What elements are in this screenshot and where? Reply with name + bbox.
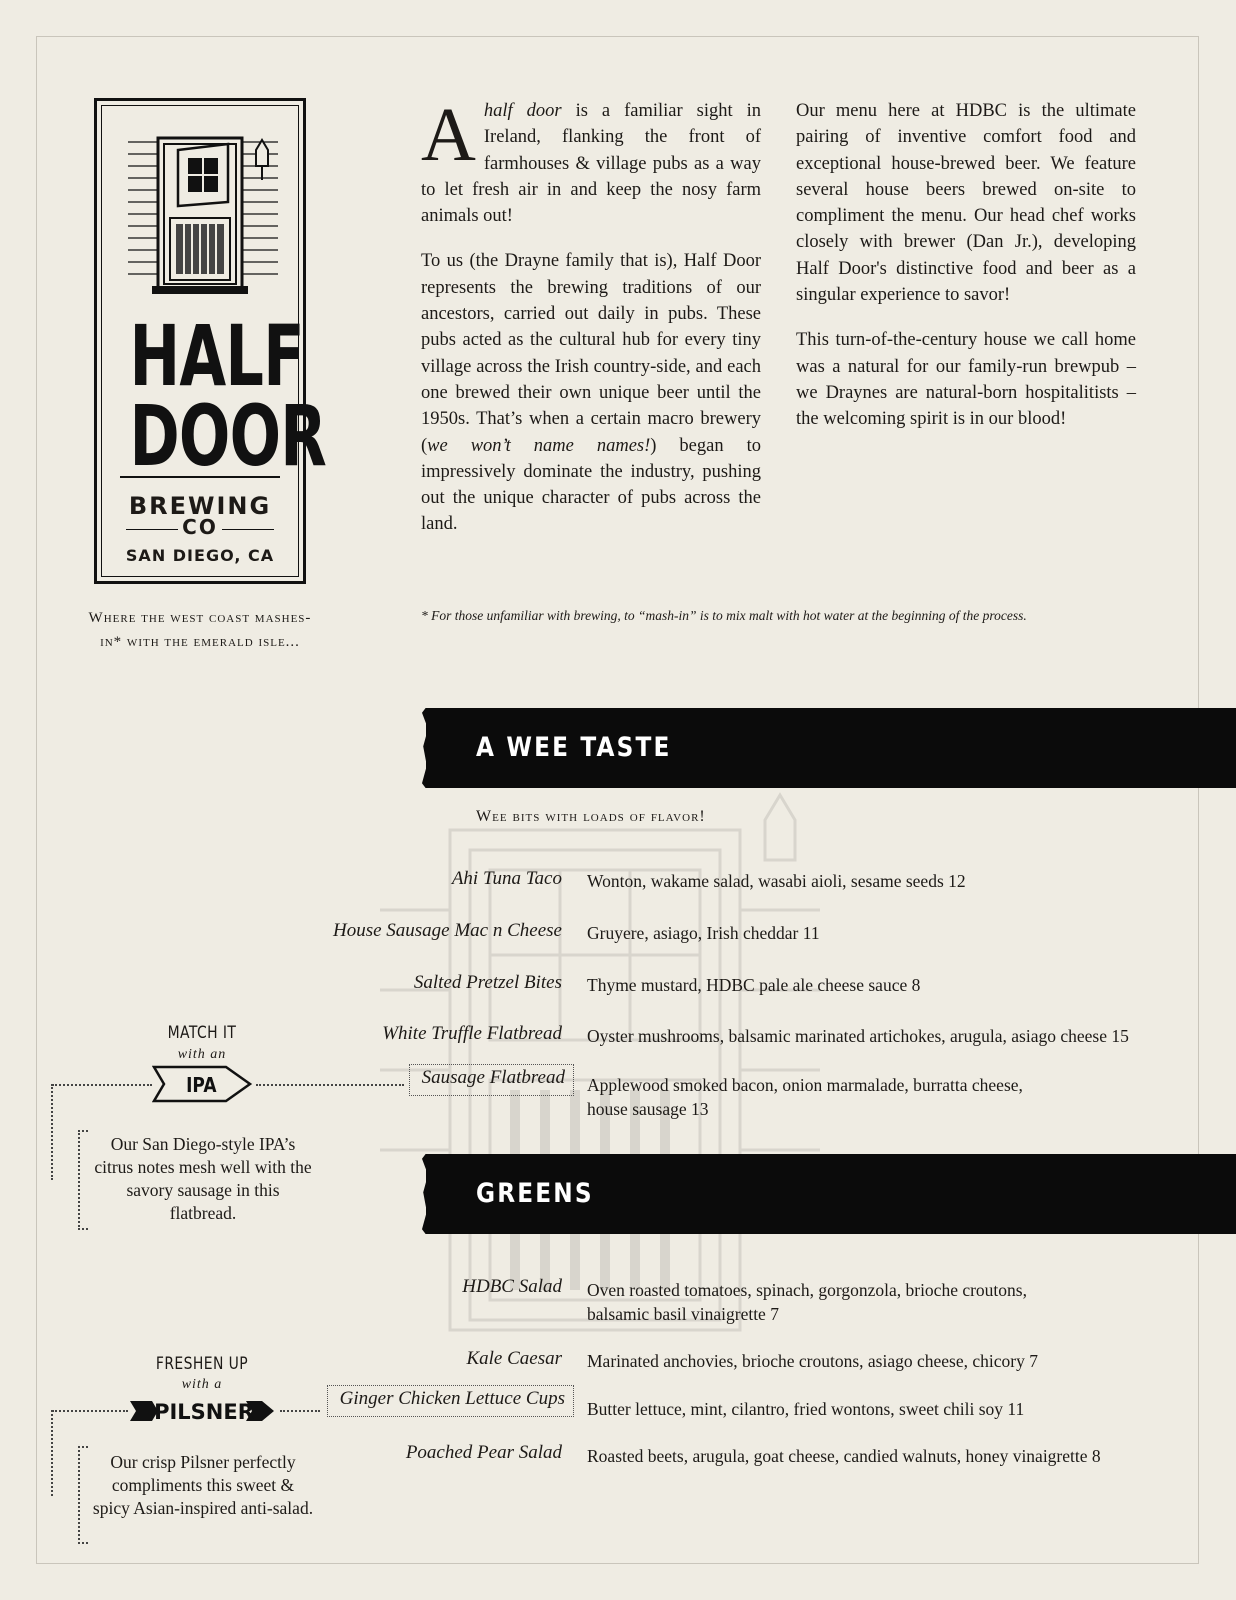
brand-logo: [94, 98, 327, 584]
logo-co-text: CO: [182, 515, 218, 539]
intro-paragraph-3: Our menu here at HDBC is the ultimate pairing of inventive comfort food and exceptional house-brewed beer. We feature several house beers brewed on-site to compliment the menu. Our head chef works closely with brewer (Dan Jr.), developing Half Door's distinctive food and beer as a singular experience to savor!: [796, 101, 1136, 306]
logo-half-text: HALF: [129, 307, 304, 405]
menu-item-description: Gruyere, asiago, Irish cheddar 11: [587, 923, 820, 943]
intro-italic-half-door: half door: [483, 101, 562, 121]
logo-co-rule-right: [222, 529, 274, 530]
logo-door-text: DOOR: [129, 387, 327, 485]
pairing-bracket: [78, 1130, 88, 1230]
menu-item-description: Marinated anchovies, brioche croutons, asiago cheese, chicory 7: [587, 1351, 1038, 1371]
logo-city-text: SAN DIEGO, CA: [125, 546, 275, 565]
ipa-arrow-icon: [152, 1064, 254, 1104]
section-header-greens: [426, 1154, 1236, 1234]
pairing-with-text: with a: [181, 1377, 223, 1392]
pairing-connector: [51, 1410, 53, 1496]
mash-in-footnote: * For those unfamiliar with brewing, to “mash-in” is to mix malt with hot water at the beginning of the process.: [421, 608, 1027, 623]
intro-p2-italic: we won’t name names!: [427, 435, 651, 456]
menu-item-name: House Sausage Mac n Cheese: [332, 920, 562, 941]
section-title: A WEE TASTE: [476, 732, 672, 763]
menu-item-name: Poached Pear Salad: [405, 1442, 562, 1463]
menu-item-name-highlighted: Sausage Flatbread: [409, 1064, 574, 1096]
intro-p1-text: is a familiar sight in Ireland, flanking the front of farmhouses & village pubs as a way to let fresh air in and keep the nosy farm animals out!: [421, 101, 761, 227]
intro-paragraph-4: This turn-of-the-century house we call home was a natural for our family-run brewpub – we Draynes are natural-born hospitalitists – the welcoming spirit is in our blood!: [796, 330, 1136, 430]
logo-brewing-text: BREWING: [128, 492, 272, 520]
intro-p2-start: To us (the Drayne family that is), Half Door represents the brewing traditions of our ancestors, carried out daily in pubs. These pubs acted as the cultural hub for every tiny village across the Irish country-side, and each one brewed their own unique beer until the 1950s. That’s when a certain macro brewery (: [421, 251, 761, 456]
intro-p2-end: ) began to impressively dominate the industry, pushing out the unique character of pubs across the land.: [421, 435, 761, 535]
pairing-heading: MATCH IT: [167, 1023, 237, 1043]
menu-item-description: Roasted beets, arugula, goat cheese, candied walnuts, honey vinaigrette 8: [587, 1446, 1101, 1466]
tagline: Where the west coast mashes-in* with the emerald isle...: [88, 610, 312, 650]
menu-item-name: Kale Caesar: [466, 1348, 562, 1369]
pairing-note: Our crisp Pilsner perfectly compliments this sweet & spicy Asian-inspired anti-salad.: [92, 1452, 314, 1518]
menu-item-name: Ahi Tuna Taco: [451, 868, 562, 889]
section-title: GREENS: [476, 1178, 594, 1209]
section-header-wee-taste: [426, 708, 1236, 788]
pairing-connector: [256, 1084, 404, 1086]
logo-divider: [120, 476, 280, 478]
intro-paragraph-2: [421, 248, 761, 537]
menu-item-description: Wonton, wakame salad, wasabi aioli, sesame seeds 12: [587, 871, 966, 891]
pairing-heading: FRESHEN UP: [155, 1354, 249, 1374]
pairing-connector: [52, 1084, 152, 1086]
section-subtitle: Wee bits with loads of flavor!: [476, 808, 706, 825]
logo-co-rule-left: [126, 529, 178, 530]
pairing-beer-label: IPA: [186, 1074, 217, 1098]
intro-column-left: [421, 93, 761, 557]
pairing-note: Our San Diego-style IPA’s citrus notes mesh well with the savory sausage in this flatbread.: [94, 1134, 312, 1223]
pilsner-arrow-icon: [128, 1395, 278, 1427]
menu-item-description: [587, 1278, 1027, 1326]
pairing-beer-label: PILSNER: [154, 1400, 254, 1424]
menu-item-description: [587, 1073, 1023, 1121]
menu-item-description: Butter lettuce, mint, cilantro, fried wontons, sweet chili soy 11: [587, 1399, 1025, 1419]
pairing-connector: [52, 1410, 128, 1412]
logo-co-row: [102, 515, 298, 539]
menu-item-name: White Truffle Flatbread: [382, 1023, 562, 1044]
menu-item-description: Thyme mustard, HDBC pale ale cheese sauce 8: [587, 975, 921, 995]
intro-paragraph-1: [421, 93, 761, 229]
drop-cap: A: [421, 93, 476, 177]
intro-column-right: [796, 98, 1136, 452]
menu-item-description-line: house sausage 13: [587, 1099, 709, 1119]
pairing-connector: [51, 1084, 53, 1180]
menu-item-name: Salted Pretzel Bites: [413, 972, 562, 993]
menu-item-description-line: balsamic basil vinaigrette 7: [587, 1304, 779, 1324]
menu-item-name-highlighted: Ginger Chicken Lettuce Cups: [327, 1385, 574, 1417]
pairing-with-text: with an: [177, 1047, 227, 1062]
menu-item-name: HDBC Salad: [462, 1276, 562, 1297]
menu-item-description-line: Applewood smoked bacon, onion marmalade, burratta cheese,: [587, 1075, 1023, 1095]
pairing-bracket: [78, 1446, 88, 1544]
menu-item-description-line: Oven roasted tomatoes, spinach, gorgonzola, brioche croutons,: [587, 1280, 1027, 1300]
menu-item-description: Oyster mushrooms, balsamic marinated artichokes, arugula, asiago cheese 15: [587, 1026, 1129, 1046]
half-door-illustration-icon: [128, 130, 278, 298]
pairing-connector: [280, 1410, 320, 1412]
